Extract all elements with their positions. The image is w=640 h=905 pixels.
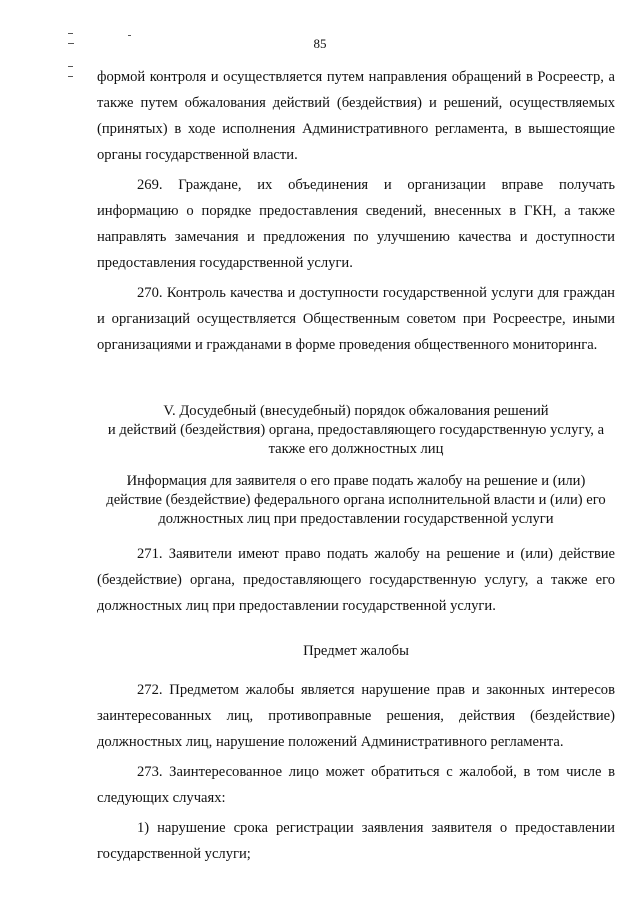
- scan-mark: [68, 66, 73, 67]
- paragraph-269: 269. Граждане, их объединения и организации вправе получать информацию о порядке предоставления сведений, внесенных в ГКН, а также направлять замечания и предложения по улучшению качества и доступности предоставления государственной услуги.: [97, 177, 615, 271]
- page-number: 85: [313, 36, 327, 51]
- body-text-top: [97, 64, 615, 358]
- section-heading-line: также его должностных лиц: [268, 441, 444, 457]
- scan-mark: [68, 76, 73, 77]
- paragraph-271: 271. Заявители имеют право подать жалобу на решение и (или) действие (бездействие) органа, предоставляющего государственную услугу, а также его должностных лиц при предоставлении государственной услуги.: [97, 546, 615, 614]
- list-item-1: 1) нарушение срока регистрации заявления заявителя о предоставлении государственной услуги;: [97, 820, 615, 862]
- paragraph-272: 272. Предметом жалобы является нарушение прав и законных интересов заинтересованных лиц, противоправные решения, действия (бездействие) должностных лиц, нарушение положений Административного регламента.: [97, 682, 615, 750]
- body-text-271: [97, 541, 615, 619]
- section-heading-line: и действий (бездействия) органа, предоставляющего государственную услугу, а: [107, 422, 605, 438]
- subject-heading-block: [97, 642, 615, 661]
- section-heading-line: V. Досудебный (внесудебный) порядок обжалования решений: [163, 403, 549, 419]
- subheading-line: должностных лиц при предоставлении государственной услуги: [158, 511, 554, 527]
- body-text-bottom: [97, 677, 615, 867]
- scan-mark: [68, 33, 73, 34]
- subject-heading: Предмет жалобы: [303, 643, 409, 659]
- subheading: [97, 472, 615, 529]
- subheading-line: Информация для заявителя о его праве подать жалобу на решение и (или): [126, 473, 586, 489]
- paragraph-270: 270. Контроль качества и доступности государственной услуги для граждан и организаций осуществляется Общественным советом при Росреестре, иными организациями и гражданами в форме проведения общественного мониторинга.: [97, 285, 615, 353]
- paragraph-273: 273. Заинтересованное лицо может обратиться с жалобой, в том числе в следующих случаях:: [97, 764, 615, 806]
- paragraph-continuation: формой контроля и осуществляется путем направления обращений в Росреестр, а также путем обжалования действий (бездействия) и решений, осуществляемых (принятых) в ходе исполнения Административного регламента, в вышестоящие органы государственной власти.: [97, 69, 615, 163]
- subheading-line: действие (бездействие) федерального органа исполнительной власти и (или) его: [106, 492, 606, 508]
- section-heading: [97, 402, 615, 459]
